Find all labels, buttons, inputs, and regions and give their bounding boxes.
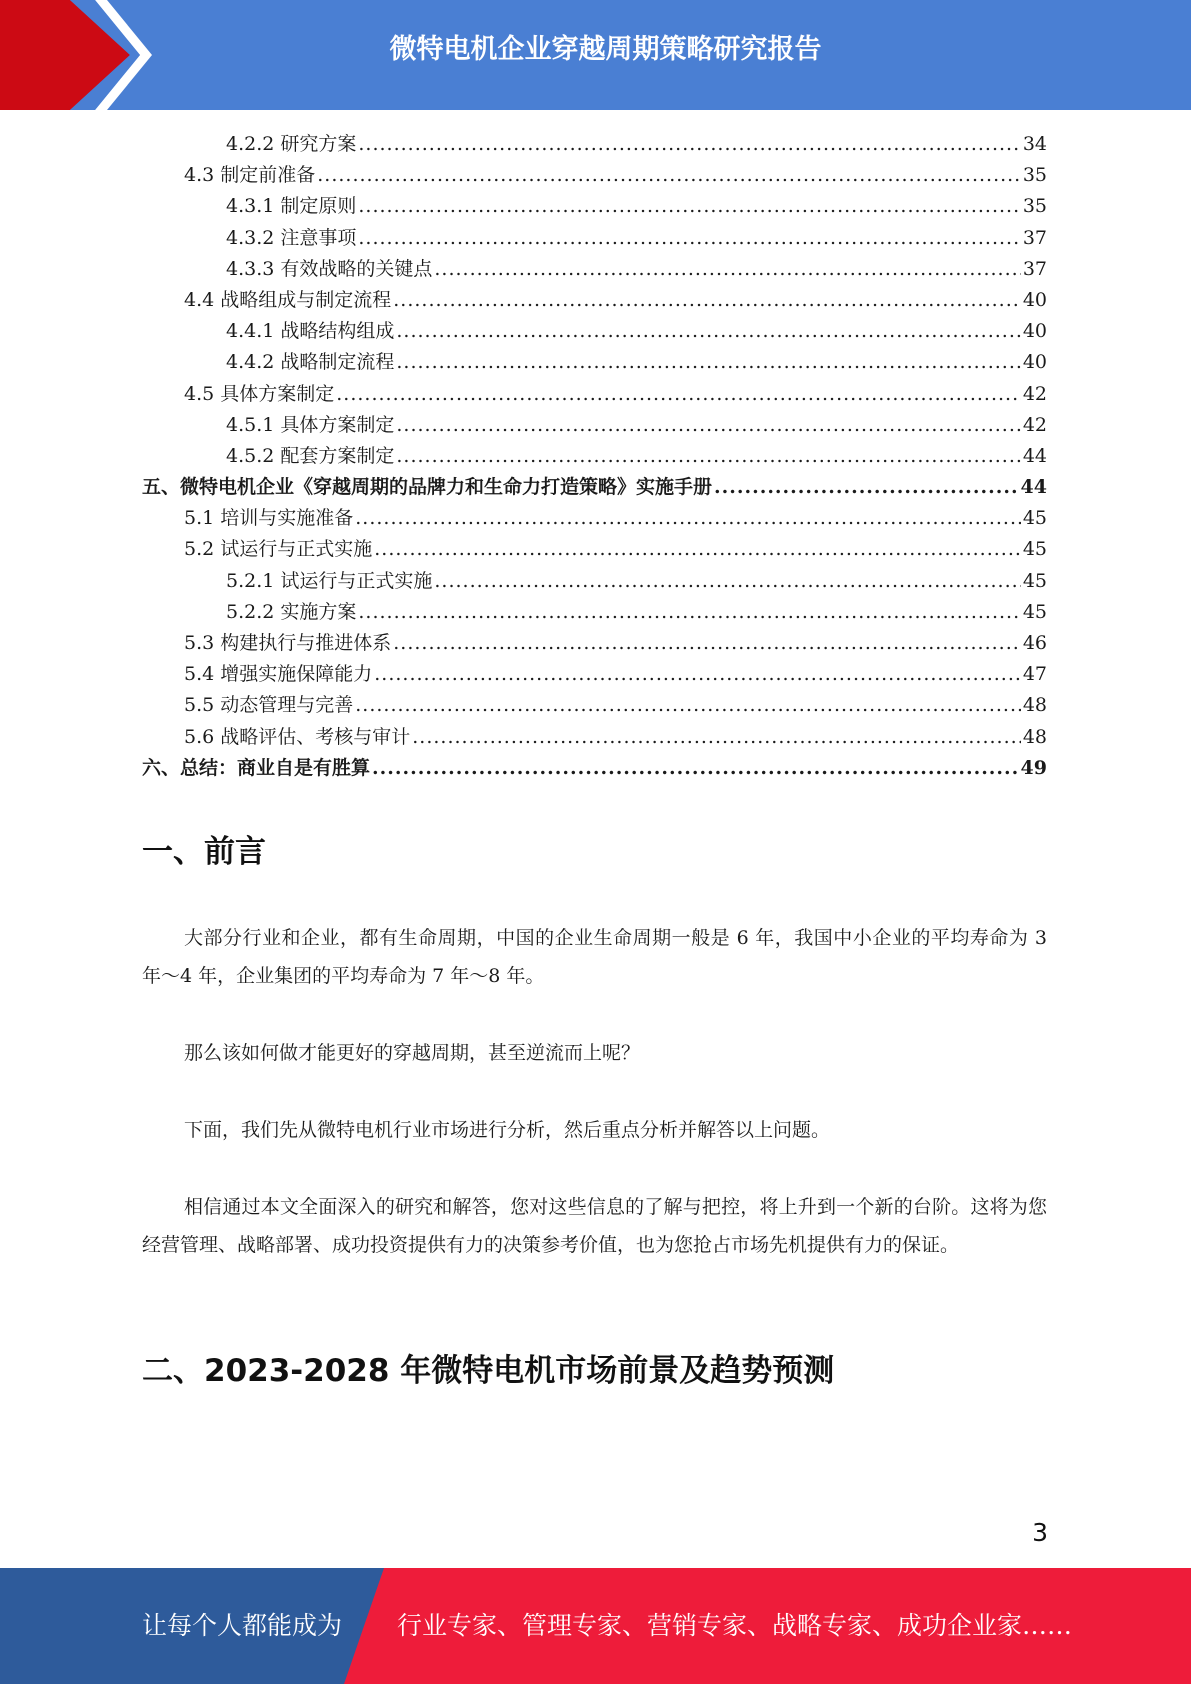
toc-entry-page: 35 (1022, 164, 1047, 187)
toc-dot-leader (355, 694, 1021, 716)
toc-dot-leader (358, 133, 1020, 155)
toc-entry-title: 5.2.2 实施方案 (226, 600, 357, 623)
toc-entry-page: 35 (1022, 195, 1047, 218)
toc-entry-page: 49 (1020, 756, 1047, 779)
preface-paragraph-1: 大部分行业和企业，都有生命周期，中国的企业生命周期一般是 6 年，我国中小企业的平均寿命为 3 年～4 年，企业集团的平均寿命为 7 年～8 年。 (142, 927, 1047, 987)
toc-entry[interactable] (142, 597, 1047, 628)
table-of-contents (142, 129, 1047, 784)
toc-entry-page: 46 (1022, 632, 1047, 654)
toc-entry[interactable] (142, 628, 1047, 659)
page-number: 3 (1032, 1518, 1048, 1547)
toc-dot-leader (372, 757, 1019, 779)
toc-entry-title: 六、总结：商业自是有胜算 (142, 756, 371, 779)
toc-dot-leader (412, 726, 1021, 748)
toc-entry[interactable] (142, 472, 1047, 503)
toc-entry[interactable] (142, 379, 1047, 410)
toc-dot-leader (434, 570, 1020, 592)
toc-entry[interactable] (142, 503, 1047, 534)
toc-entry-title: 4.4.1 战略结构组成 (226, 320, 395, 343)
toc-dot-leader (393, 289, 1021, 311)
toc-entry[interactable] (142, 285, 1047, 316)
toc-dot-leader (317, 164, 1021, 186)
toc-entry-title: 4.3.2 注意事项 (226, 226, 357, 249)
toc-entry[interactable] (142, 254, 1047, 285)
toc-entry-page: 45 (1022, 600, 1047, 623)
toc-entry-page: 48 (1022, 694, 1047, 717)
toc-dot-leader (358, 227, 1020, 249)
toc-entry-title: 5.6 战略评估、考核与审计 (184, 725, 411, 748)
toc-entry-page: 40 (1022, 320, 1047, 343)
toc-dot-leader (396, 445, 1020, 467)
preface-paragraph-2: 那么该如何做才能更好的穿越周期，甚至逆流而上呢？ (184, 1042, 641, 1064)
toc-entry[interactable] (142, 160, 1047, 191)
header-title: 微特电机企业穿越周期策略研究报告 (389, 34, 822, 65)
toc-entry-title: 5.3 构建执行与推进体系 (184, 632, 392, 654)
toc-dot-leader (396, 414, 1020, 436)
section-heading-market-outlook: 二、2023-2028 年微特电机市场前景及趋势预测 (142, 1353, 835, 1389)
toc-dot-leader (714, 476, 1019, 498)
toc-entry-title: 4.4 战略组成与制定流程 (184, 288, 392, 311)
toc-entry[interactable] (142, 659, 1047, 690)
toc-entry-title: 4.3.3 有效战略的关键点 (226, 257, 433, 280)
toc-dot-leader (358, 195, 1020, 217)
toc-entry-page: 40 (1022, 351, 1047, 374)
toc-entry-page: 44 (1022, 444, 1047, 467)
toc-dot-leader (355, 507, 1021, 529)
toc-entry[interactable] (142, 722, 1047, 753)
preface-paragraph-3: 下面，我们先从微特电机行业市场进行分析，然后重点分析并解答以上问题。 (184, 1119, 831, 1141)
toc-entry-page: 37 (1022, 226, 1047, 249)
toc-entry[interactable] (142, 566, 1047, 597)
toc-entry-title: 4.2.2 研究方案 (226, 133, 357, 155)
toc-entry-page: 45 (1022, 569, 1047, 592)
footer-slogan-left: 让每个人都能成为 (142, 1611, 343, 1640)
toc-entry-title: 5.2 试运行与正式实施 (184, 538, 373, 561)
toc-entry-title: 4.3 制定前准备 (184, 164, 316, 187)
toc-entry[interactable] (142, 191, 1047, 222)
toc-entry-title: 5.5 动态管理与完善 (184, 694, 354, 717)
toc-entry[interactable] (142, 753, 1047, 784)
toc-entry-title: 5.1 培训与实施准备 (184, 507, 354, 530)
toc-dot-leader (393, 632, 1021, 654)
toc-dot-leader (396, 320, 1020, 342)
toc-dot-leader (374, 663, 1021, 685)
toc-entry-page: 40 (1022, 288, 1047, 311)
toc-entry[interactable] (142, 534, 1047, 565)
toc-entry-title: 5.4 增强实施保障能力 (184, 663, 373, 686)
toc-dot-leader (358, 601, 1020, 623)
toc-entry-page: 45 (1022, 538, 1047, 561)
footer-slogan-right: 行业专家、管理专家、营销专家、战略专家、成功企业家…… (397, 1611, 1073, 1640)
toc-entry-page: 45 (1022, 507, 1047, 530)
toc-entry-page: 44 (1020, 476, 1047, 499)
toc-entry-title: 五、微特电机企业《穿越周期的品牌力和生命力打造策略》实施手册 (142, 476, 713, 499)
toc-entry-page: 42 (1022, 382, 1047, 405)
toc-entry[interactable] (142, 316, 1047, 347)
toc-entry[interactable] (142, 410, 1047, 441)
toc-entry[interactable] (142, 129, 1047, 160)
preface-paragraph-4: 相信通过本文全面深入的研究和解答，您对这些信息的了解与把控，将上升到一个新的台阶。这将为您经营管理、战略部署、成功投资提供有力的决策参考价值，也为您抢占市场先机提供有力的保证。 (142, 1196, 1047, 1256)
toc-dot-leader (396, 351, 1020, 373)
toc-entry[interactable] (142, 690, 1047, 721)
toc-entry-title: 4.5.2 配套方案制定 (226, 444, 395, 467)
toc-dot-leader (336, 383, 1021, 405)
toc-entry-title: 4.4.2 战略制定流程 (226, 351, 395, 374)
section-heading-preface: 一、前言 (142, 834, 266, 870)
toc-entry-page: 42 (1022, 413, 1047, 436)
toc-entry-title: 4.5 具体方案制定 (184, 382, 335, 405)
toc-dot-leader (434, 258, 1020, 280)
toc-entry-page: 34 (1022, 133, 1047, 155)
page-header (0, 0, 1191, 110)
page-footer (0, 1568, 1191, 1684)
toc-entry-page: 47 (1022, 663, 1047, 686)
toc-entry-title: 4.5.1 具体方案制定 (226, 413, 395, 436)
toc-entry[interactable] (142, 347, 1047, 378)
toc-entry[interactable] (142, 223, 1047, 254)
toc-entry[interactable] (142, 441, 1047, 472)
toc-dot-leader (374, 538, 1021, 560)
toc-entry-page: 37 (1022, 257, 1047, 280)
toc-entry-page: 48 (1022, 725, 1047, 748)
toc-entry-title: 5.2.1 试运行与正式实施 (226, 569, 433, 592)
toc-entry-title: 4.3.1 制定原则 (226, 195, 357, 218)
